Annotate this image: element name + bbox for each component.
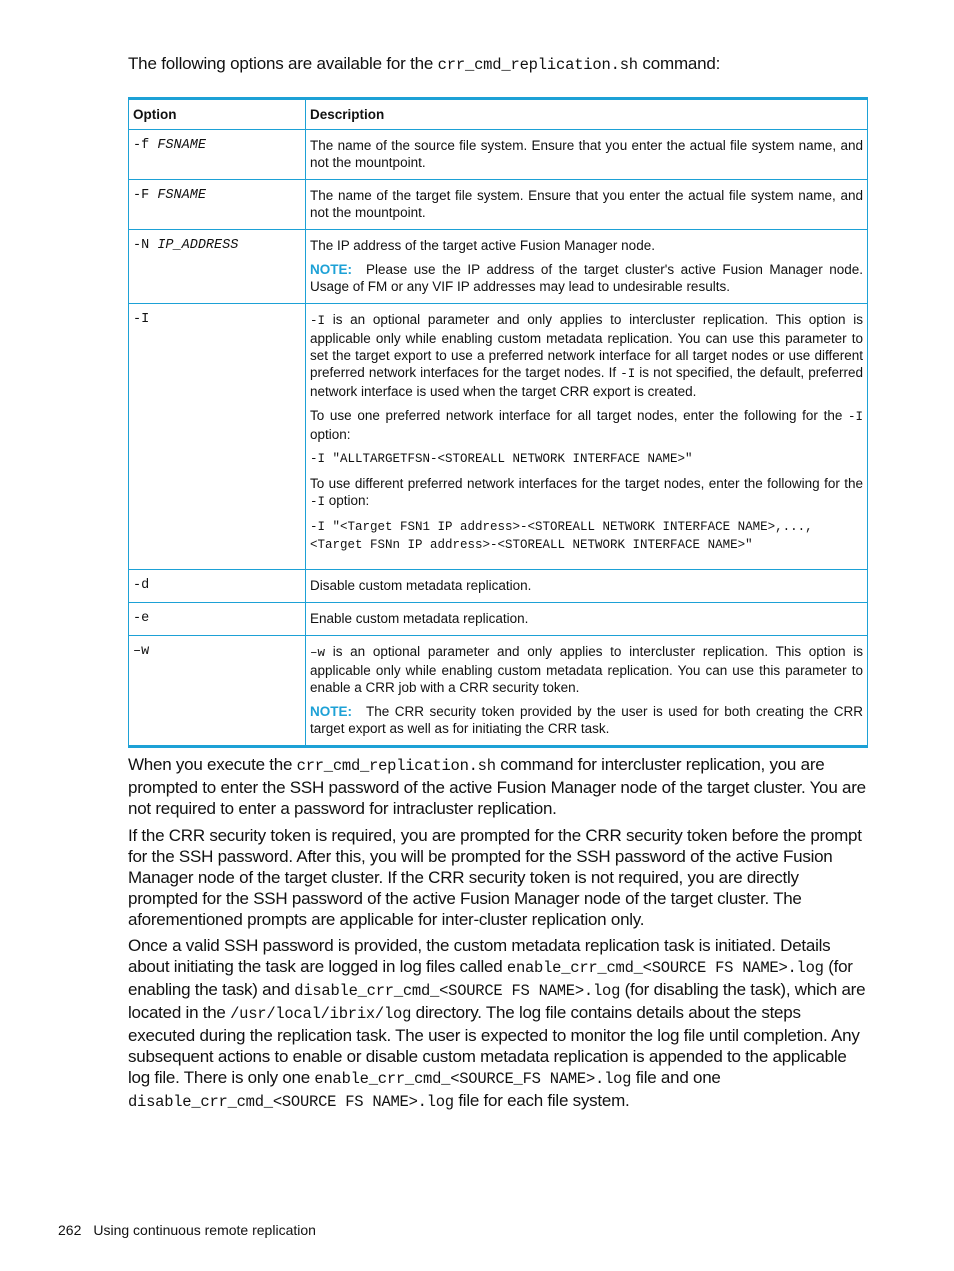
intro-before: The following options are available for the: [128, 54, 438, 73]
header-description: Description: [306, 99, 868, 130]
intro-after: command:: [637, 54, 721, 73]
description-cell: -I is an optional parameter and only applies to intercluster replication. This option is applicable only while enabling custom metadata replication. You can use this parameter to set the target export to use a preferred network interface for all target nodes or use different preferred network interfaces for the target nodes. If -I is not specified, the default, preferred network interface is used when the target CRR export is created. To use one preferred network interface for all target nodes, enter the following for the -I option: -I "ALLTARGETFSN-<STOREALL NETWORK INTERFACE NAME>" To use different preferred network interfaces for the target nodes, enter the following for the -I option: -I "<Target FSN1 IP address>-<STOREALL NETWORK INTERFACE NAME>,...,<Target FSNn IP address>-<STOREALL NETWORK INTERFACE NAME>": [306, 304, 868, 570]
description-cell: Enable custom metadata replication.: [306, 603, 868, 636]
table-row: [129, 180, 868, 230]
note: NOTE: The CRR security token provided by the user is used for both creating the CRR target export as well as for initiating the CRR task.: [310, 704, 863, 736]
description-cell: The name of the target file system. Ensure that you enter the actual file system name, and not the mountpoint.: [306, 180, 868, 230]
option-cell: -e: [129, 603, 306, 636]
command-example: -I "ALLTARGETFSN-<STOREALL NETWORK INTERFACE NAME>": [310, 452, 693, 466]
option-cell: -I: [129, 304, 306, 570]
option-cell: -d: [129, 570, 306, 603]
description-cell: The name of the source file system. Ensure that you enter the actual file system name, and not the mountpoint.: [306, 130, 868, 180]
description-cell: –w is an optional parameter and only applies to intercluster replication. This option is applicable only while enabling custom metadata replication. You can use this parameter to enable a CRR job with a CRR security token. NOTE: The CRR security token provided by the user is used for both creating the CRR target export as well as for initiating the CRR task.: [306, 636, 868, 747]
page-footer: [58, 1222, 316, 1238]
option-cell: -F FSNAME: [129, 180, 306, 230]
table-row: [129, 130, 868, 180]
table-row: [129, 570, 868, 603]
description-cell: Disable custom metadata replication.: [306, 570, 868, 603]
section-title: Using continuous remote replication: [93, 1222, 316, 1238]
option-cell: –w: [129, 636, 306, 747]
intro-text: [128, 54, 720, 74]
table-row: [129, 304, 868, 570]
note: NOTE: Please use the IP address of the target cluster's active Fusion Manager node. Usage of FM or any VIF IP addresses may lead to undesirable results.: [310, 262, 863, 294]
option-cell: -N IP_ADDRESS: [129, 230, 306, 304]
header-option: Option: [129, 99, 306, 130]
table-row: [129, 603, 868, 636]
options-table: [128, 97, 868, 748]
table-row: [129, 230, 868, 304]
table-row: [129, 636, 868, 747]
paragraph-intercluster: When you execute the crr_cmd_replication.sh command for intercluster replication, you are prompted to enter the SSH password of the active Fusion Manager node of the target cluster. You are not required to enter a password for intracluster replication.: [128, 755, 866, 818]
description-cell: The IP address of the target active Fusion Manager node. NOTE: Please use the IP address of the target cluster's active Fusion Manager node. Usage of FM or any VIF IP addresses may lead to undesirable results.: [306, 230, 868, 304]
table-header-row: [129, 99, 868, 130]
note-label: NOTE:: [310, 704, 352, 719]
intro-command: crr_cmd_replication.sh: [437, 56, 638, 74]
page-number: 262: [58, 1222, 82, 1238]
paragraph-security-token: If the CRR security token is required, you are prompted for the CRR security token before the prompt for the SSH password. After this, you will be prompted for the SSH password of the active Fusion Manager node of the target cluster. If the CRR security token is not required, you are directly prompted for the SSH password of the active Fusion Manager node of the target cluster. The aforementioned prompts are applicable for inter-cluster replication only.: [128, 826, 862, 929]
paragraph-log-files: Once a valid SSH password is provided, the custom metadata replication task is initiated. Details about initiating the task are logged in log files called enable_crr_cmd_<SOURCE FS NAME>.log (for enabling the task) and disable_crr_cmd_<SOURCE FS NAME>.log (for disabling the task), which are located in the /usr/local/ibrix/log directory. The log file contains details about the steps executed during the replication task. The user is expected to monitor the log file until completion. Any subsequent actions to enable or disable custom metadata replication is appended to the applicable log file. There is only one enable_crr_cmd_<SOURCE_FS NAME>.log file and one disable_crr_cmd_<SOURCE FS NAME>.log file for each file system.: [128, 936, 866, 1111]
command-example: -I "<Target FSN1 IP address>-<STOREALL NETWORK INTERFACE NAME>,...,<Target FSNn IP address>-<STOREALL NETWORK INTERFACE NAME>": [310, 520, 813, 552]
note-label: NOTE:: [310, 262, 352, 277]
option-cell: -f FSNAME: [129, 130, 306, 180]
